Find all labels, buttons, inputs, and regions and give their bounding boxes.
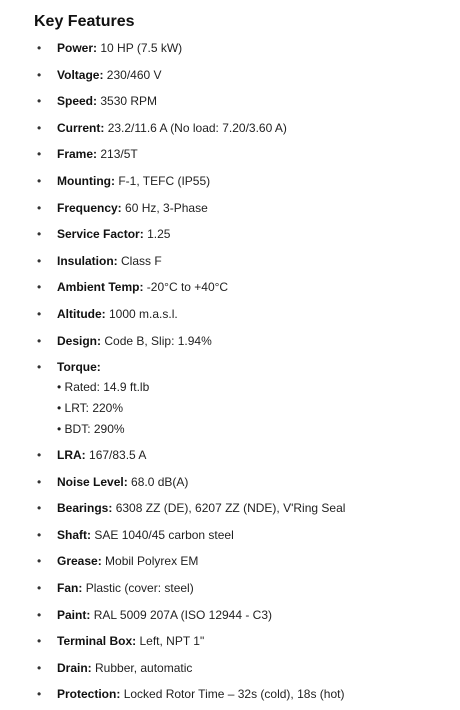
feature-label: Paint:: [57, 607, 91, 622]
sub-bullet-icon: •: [57, 421, 65, 436]
feature-item: [34, 447, 460, 463]
bullet-icon: •: [37, 147, 42, 162]
feature-value: Left, NPT 1": [139, 634, 205, 649]
feature-item: [34, 200, 460, 216]
feature-label: Bearings:: [57, 501, 113, 516]
feature-item: [34, 660, 460, 676]
subitem: [57, 421, 460, 437]
section-heading: Key Features: [34, 13, 135, 30]
feature-value: 23.2/11.6 A (No load: 7.20/3.60 A): [107, 120, 287, 135]
bullet-icon: •: [37, 501, 42, 516]
feature-label: Drain:: [57, 660, 92, 675]
feature-label: Frequency:: [57, 200, 122, 215]
bullet-icon: •: [37, 333, 42, 348]
bullet-icon: •: [37, 253, 42, 268]
feature-value: -20°C to +40°C: [146, 280, 229, 295]
feature-value: 3530 RPM: [100, 94, 158, 109]
feature-item: [34, 607, 460, 623]
bullet-icon: •: [37, 660, 42, 675]
feature-label: Power:: [57, 41, 98, 55]
feature-item: [34, 359, 460, 436]
subitem: [57, 400, 460, 416]
feature-value: 167/83.5 A: [89, 448, 147, 463]
feature-item: [34, 500, 460, 516]
feature-item: [34, 173, 460, 189]
feature-item: [34, 146, 460, 162]
bullet-icon: •: [37, 554, 42, 569]
feature-item: [34, 580, 460, 596]
feature-label: Design:: [57, 333, 102, 348]
feature-label: Mounting:: [57, 173, 115, 188]
feature-value: 1000 m.a.s.l.: [109, 306, 178, 321]
feature-item: [34, 686, 460, 702]
feature-label: Ambient Temp:: [57, 280, 144, 295]
feature-label: Torque:: [57, 360, 101, 375]
feature-value: F-1, TEFC (IP55): [118, 173, 211, 188]
feature-label: Grease:: [57, 554, 102, 569]
subitem-text: LRT: 220%: [64, 400, 124, 415]
feature-label: LRA:: [57, 448, 86, 463]
feature-item: [34, 93, 460, 109]
feature-item: [34, 306, 460, 322]
bullet-icon: •: [37, 41, 42, 55]
bullet-icon: •: [37, 173, 42, 188]
bullet-icon: •: [37, 120, 42, 135]
feature-value: 10 HP (7.5 kW): [100, 41, 183, 55]
feature-label: Shaft:: [57, 527, 91, 542]
feature-value: 230/460 V: [106, 67, 162, 82]
feature-label: Insulation:: [57, 253, 118, 268]
feature-label: Fan:: [57, 581, 83, 596]
bullet-icon: •: [37, 200, 42, 215]
feature-value: 60 Hz, 3-Phase: [125, 200, 208, 215]
feature-value: Plastic (cover: steel): [85, 581, 194, 596]
feature-list: [34, 40, 460, 702]
feature-item: [34, 253, 460, 269]
feature-value: Mobil Polyrex EM: [105, 554, 199, 569]
feature-label: Terminal Box:: [57, 634, 137, 649]
bullet-icon: •: [37, 227, 42, 242]
feature-label: Current:: [57, 120, 105, 135]
bullet-icon: •: [37, 687, 42, 702]
feature-item: [34, 333, 460, 349]
bullet-icon: •: [37, 360, 42, 375]
feature-label: Speed:: [57, 94, 98, 109]
feature-value: SAE 1040/45 carbon steel: [94, 527, 234, 542]
bullet-icon: •: [37, 94, 42, 109]
feature-label: Noise Level:: [57, 474, 128, 489]
feature-item: [34, 474, 460, 490]
feature-value: 1.25: [147, 227, 171, 242]
feature-value: RAL 5009 207A (ISO 12944 - C3): [93, 607, 273, 622]
bullet-icon: •: [37, 527, 42, 542]
feature-value: Locked Rotor Time – 32s (cold), 18s (hot): [123, 687, 345, 702]
subitem-text: BDT: 290%: [64, 421, 125, 436]
feature-item: [34, 553, 460, 569]
feature-value: 68.0 dB(A): [131, 474, 189, 489]
feature-label: Frame:: [57, 147, 98, 162]
sub-bullet-icon: •: [57, 380, 65, 395]
feature-value: Code B, Slip: 1.94%: [104, 333, 212, 348]
sub-bullet-icon: •: [57, 400, 65, 415]
bullet-icon: •: [37, 607, 42, 622]
feature-item: [34, 120, 460, 136]
bullet-icon: •: [37, 474, 42, 489]
bullet-icon: •: [37, 581, 42, 596]
feature-value: Class F: [121, 253, 162, 268]
bullet-icon: •: [37, 67, 42, 82]
feature-item: [34, 226, 460, 242]
feature-label: Protection:: [57, 687, 121, 702]
torque-subitems: [57, 379, 460, 436]
feature-item: [34, 67, 460, 83]
bullet-icon: •: [37, 280, 42, 295]
feature-item: [34, 527, 460, 543]
feature-value: 6308 ZZ (DE), 6207 ZZ (NDE), V'Ring Seal: [115, 501, 346, 516]
feature-item: [34, 40, 460, 56]
feature-item: [34, 279, 460, 295]
feature-value: 213/5T: [100, 147, 138, 162]
feature-value: Rubber, automatic: [95, 660, 193, 675]
subitem: [57, 379, 460, 395]
bullet-icon: •: [37, 448, 42, 463]
bullet-icon: •: [37, 306, 42, 321]
feature-item: [34, 633, 460, 649]
bullet-icon: •: [37, 634, 42, 649]
feature-label: Service Factor:: [57, 227, 144, 242]
feature-label: Voltage:: [57, 67, 104, 82]
feature-label: Altitude:: [57, 306, 106, 321]
subitem-text: Rated: 14.9 ft.lb: [64, 380, 150, 395]
